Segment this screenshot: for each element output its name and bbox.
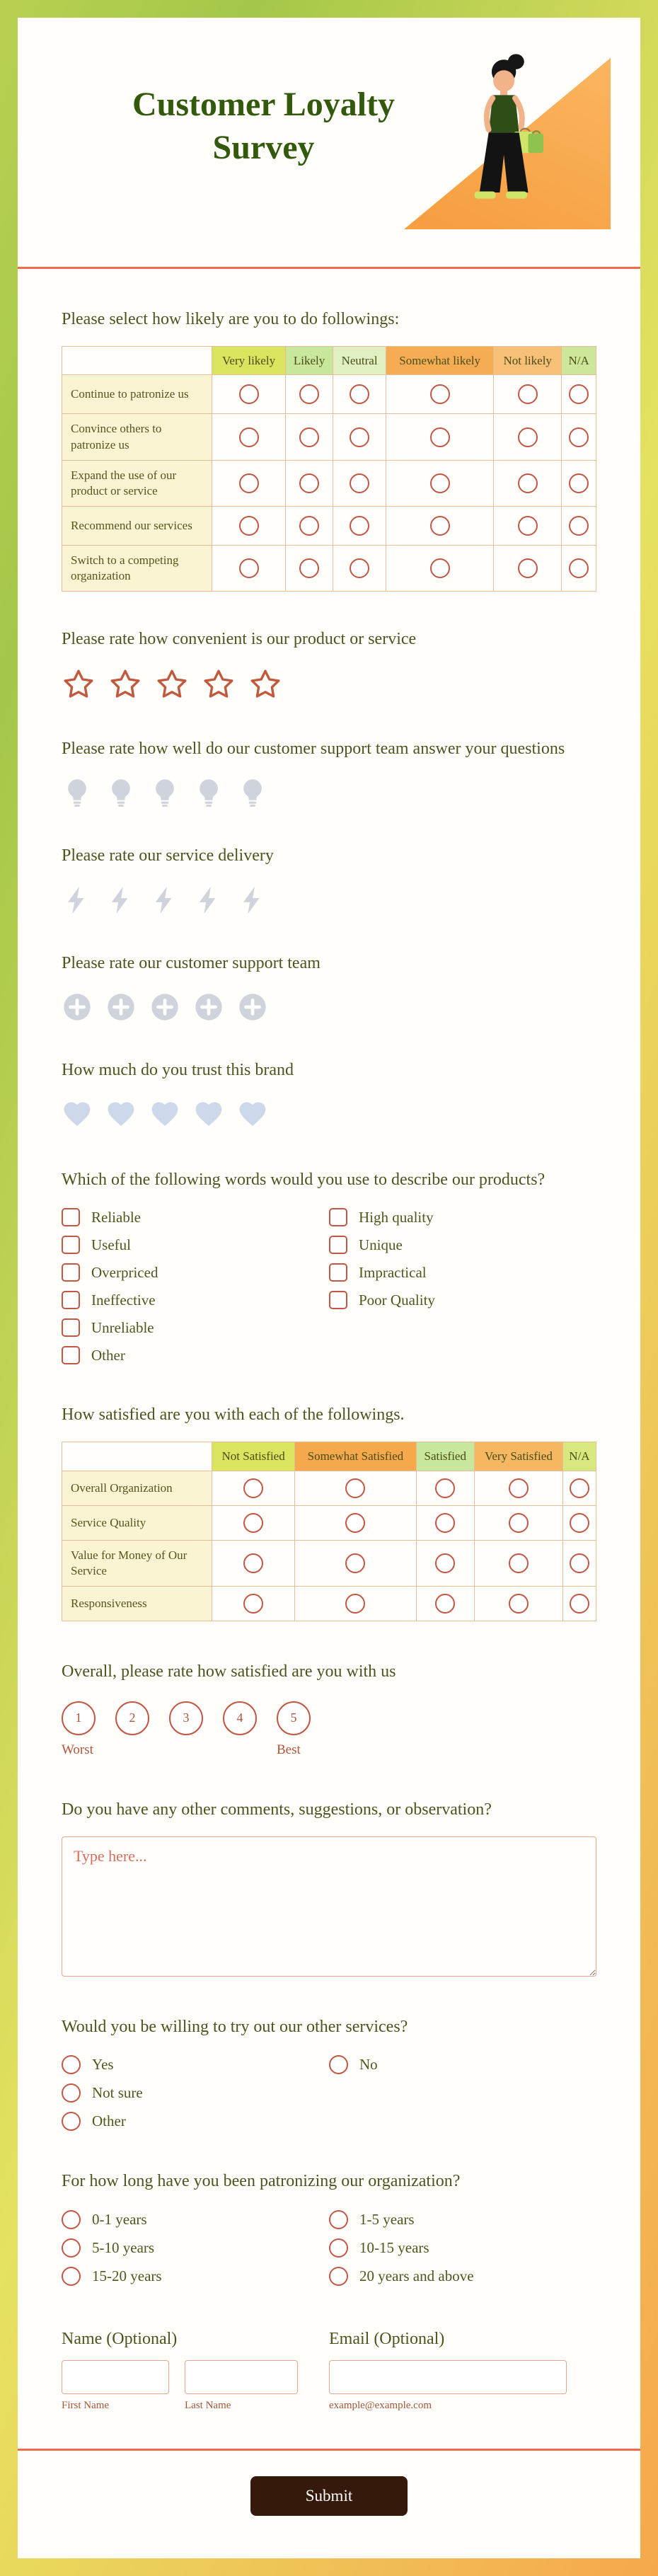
survey-card (18, 18, 640, 2558)
heart-icon[interactable] (237, 1098, 268, 1129)
radio[interactable] (62, 2083, 81, 2103)
lightbulb-icon[interactable] (237, 777, 268, 808)
radio[interactable] (350, 516, 369, 536)
question-text: For how long have you been patronizing our organization? (62, 2172, 461, 2191)
radio[interactable] (569, 516, 589, 536)
radio[interactable] (435, 1513, 455, 1533)
plus-rating (62, 991, 596, 1023)
contact-section (62, 2330, 596, 2412)
checkbox-option[interactable] (329, 1291, 596, 1309)
checkbox[interactable] (62, 1236, 80, 1254)
matrix-column-header: Satisfied (416, 1442, 474, 1471)
plus-circle-icon[interactable] (105, 991, 137, 1023)
radio[interactable] (345, 1553, 365, 1573)
option-label: Unique (359, 1236, 403, 1253)
option-label: 5-10 years (92, 2238, 155, 2256)
radio[interactable] (518, 384, 538, 404)
question-text: Do you have any other comments, suggestions, or observation? (62, 1800, 492, 1819)
checkbox-option[interactable] (62, 1291, 329, 1309)
radio[interactable] (430, 473, 450, 493)
option-label: Not sure (92, 2084, 143, 2102)
first-name-input[interactable] (62, 2360, 169, 2394)
radio-option[interactable] (329, 2210, 596, 2229)
scale-max-label: Best (277, 1742, 301, 1757)
radio-column-left (62, 2210, 329, 2286)
radio[interactable] (329, 2210, 348, 2229)
matrix-row (62, 460, 596, 506)
radio[interactable] (299, 384, 319, 404)
radio[interactable] (239, 473, 259, 493)
question-rating-brand-trust (62, 1059, 596, 1129)
lightning-icon[interactable] (105, 885, 137, 916)
scale-option[interactable]: 2 (115, 1701, 149, 1735)
option-label: Ineffective (91, 1291, 156, 1309)
scale-labels (62, 1742, 596, 1759)
option-label: Yes (92, 2056, 114, 2074)
matrix-column-header: Not likely (494, 347, 562, 375)
question-text: How much do you trust this brand (62, 1060, 294, 1079)
checkbox-option[interactable] (329, 1208, 596, 1226)
radio-option[interactable] (62, 2267, 329, 2286)
option-label: 1-5 years (359, 2210, 415, 2228)
radio[interactable] (62, 2238, 81, 2258)
lightbulb-icon[interactable] (62, 777, 93, 808)
radio[interactable] (509, 1513, 529, 1533)
checkbox-option[interactable] (329, 1263, 596, 1282)
radio[interactable] (430, 427, 450, 447)
matrix-row-label: Overall Organization (62, 1471, 212, 1505)
scale-option[interactable]: 3 (169, 1701, 203, 1735)
scale-option[interactable]: 5 (277, 1701, 311, 1735)
heart-rating (62, 1098, 596, 1129)
star-icon[interactable] (62, 667, 96, 701)
question-text: Please rate how convenient is our product or service (62, 630, 417, 648)
option-label: Overpriced (91, 1263, 158, 1281)
question-describe-products (62, 1169, 596, 1364)
matrix-column-header: Very likely (212, 347, 286, 375)
lightbulb-icon[interactable] (149, 777, 180, 808)
checkbox-option[interactable] (62, 1318, 329, 1337)
lightning-icon[interactable] (62, 885, 93, 916)
submit-section (18, 2451, 640, 2516)
question-rating-service-delivery (62, 845, 596, 915)
radio[interactable] (62, 2210, 81, 2229)
scale-option[interactable]: 1 (62, 1701, 96, 1735)
checkbox[interactable] (329, 1208, 347, 1226)
radio[interactable] (62, 2055, 81, 2074)
form-title: Customer Loyalty Survey (132, 86, 396, 167)
radio[interactable] (430, 384, 450, 404)
radio[interactable] (329, 2238, 348, 2258)
checkbox[interactable] (329, 1263, 347, 1282)
checkbox[interactable] (62, 1291, 80, 1309)
last-name-input[interactable] (185, 2360, 298, 2394)
matrix-row-label: Expand the use of our product or service (62, 460, 212, 506)
radio[interactable] (345, 1513, 365, 1533)
matrix-row-label: Switch to a competing organization (62, 545, 212, 591)
radio[interactable] (569, 558, 589, 578)
question-satisfaction-matrix (62, 1404, 596, 1621)
radio[interactable] (509, 1478, 529, 1498)
radio[interactable] (239, 427, 259, 447)
shopper-woman-illustration (445, 52, 567, 225)
radio-option[interactable] (62, 2210, 329, 2229)
question-text: Please rate our service delivery (62, 846, 274, 866)
checkbox-option[interactable] (62, 1263, 329, 1282)
lightning-rating (62, 885, 596, 916)
radio[interactable] (329, 2055, 348, 2074)
star-icon[interactable] (155, 667, 189, 701)
option-label: High quality (359, 1208, 434, 1226)
matrix-row-label: Service Quality (62, 1505, 212, 1540)
checkbox-option[interactable] (62, 1236, 329, 1254)
radio-column-left (62, 2055, 329, 2131)
scale-rating (62, 1701, 596, 1735)
matrix-row-label: Convince others to patronize us (62, 414, 212, 460)
matrix-corner-cell (62, 1442, 212, 1471)
question-overall-satisfaction (62, 1661, 596, 1759)
last-name-sublabel: Last Name (185, 2399, 231, 2411)
radio-option[interactable] (62, 2238, 329, 2258)
radio-option[interactable] (329, 2238, 596, 2258)
radio[interactable] (299, 473, 319, 493)
matrix-column-header: Somewhat likely (386, 347, 494, 375)
radio[interactable] (243, 1478, 263, 1498)
question-rating-support-answers (62, 738, 596, 808)
matrix-column-header: Neutral (333, 347, 386, 375)
form-header (18, 18, 640, 267)
checkbox-column-left (62, 1208, 329, 1364)
comments-textarea[interactable] (62, 1836, 596, 1977)
radio-option[interactable] (329, 2267, 596, 2286)
checkbox-group (62, 1208, 596, 1364)
matrix-row-label: Responsiveness (62, 1586, 212, 1621)
heart-icon[interactable] (193, 1098, 224, 1129)
radio[interactable] (430, 516, 450, 536)
radio[interactable] (569, 384, 589, 404)
radio[interactable] (299, 516, 319, 536)
matrix-row-label: Recommend our services (62, 506, 212, 545)
radio[interactable] (350, 558, 369, 578)
star-icon[interactable] (108, 667, 142, 701)
lightbulb-rating (62, 777, 596, 808)
radio[interactable] (569, 427, 589, 447)
checkbox-option[interactable] (329, 1236, 596, 1254)
question-rating-convenience (62, 628, 596, 701)
name-field-group (62, 2330, 329, 2412)
matrix-row-label: Continue to patronize us (62, 375, 212, 414)
matrix-row (62, 1540, 596, 1586)
radio[interactable] (299, 427, 319, 447)
lightning-icon[interactable] (237, 885, 268, 916)
option-label: Useful (91, 1236, 131, 1253)
matrix-column-header: N/A (562, 1442, 596, 1471)
checkbox[interactable] (62, 1263, 80, 1282)
radio-column-right (329, 2055, 596, 2131)
option-label: 20 years and above (359, 2267, 474, 2284)
matrix-column-header: Not Satisfied (212, 1442, 295, 1471)
matrix-column-header: Very Satisfied (474, 1442, 562, 1471)
radio[interactable] (509, 1553, 529, 1573)
question-other-services (62, 2016, 596, 2131)
radio[interactable] (239, 558, 259, 578)
radio[interactable] (299, 558, 319, 578)
form-content (18, 309, 640, 2412)
checkbox[interactable] (329, 1291, 347, 1309)
question-text: Which of the following words would you use to describe our products? (62, 1170, 546, 1189)
checkbox-column-right (329, 1208, 596, 1364)
scale-min-label: Worst (62, 1742, 93, 1757)
radio[interactable] (243, 1594, 263, 1614)
checkbox[interactable] (62, 1346, 80, 1364)
submit-button[interactable]: Submit (250, 2476, 408, 2516)
matrix-column-header: Somewhat Satisfied (295, 1442, 416, 1471)
email-label: Email (Optional) (329, 2329, 445, 2348)
radio[interactable] (329, 2267, 348, 2286)
radio-option[interactable] (62, 2083, 329, 2103)
question-text: Would you be willing to try out our other services? (62, 2018, 408, 2037)
matrix-row (62, 1505, 596, 1540)
matrix-row (62, 1471, 596, 1505)
email-field-group (329, 2330, 596, 2412)
lightning-icon[interactable] (193, 885, 224, 916)
radio[interactable] (570, 1594, 589, 1614)
radio[interactable] (239, 516, 259, 536)
question-likely-matrix (62, 309, 596, 592)
radio[interactable] (518, 516, 538, 536)
heart-icon[interactable] (105, 1098, 137, 1129)
matrix-row (62, 1586, 596, 1621)
matrix-row-label: Value for Money of Our Service (62, 1540, 212, 1586)
radio[interactable] (518, 558, 538, 578)
radio[interactable] (435, 1478, 455, 1498)
radio-group (62, 2210, 596, 2286)
lightbulb-icon[interactable] (193, 777, 224, 808)
plus-circle-icon[interactable] (237, 991, 268, 1023)
radio[interactable] (350, 473, 369, 493)
radio[interactable] (350, 384, 369, 404)
radio[interactable] (239, 384, 259, 404)
option-label: Poor Quality (359, 1291, 435, 1309)
lightbulb-icon[interactable] (105, 777, 137, 808)
checkbox[interactable] (329, 1236, 347, 1254)
likely-matrix-table (62, 346, 596, 592)
radio-column-right (329, 2210, 596, 2286)
matrix-column-header: N/A (562, 347, 596, 375)
radio[interactable] (62, 2112, 81, 2131)
radio[interactable] (350, 427, 369, 447)
radio[interactable] (62, 2267, 81, 2286)
radio[interactable] (435, 1594, 455, 1614)
heart-icon[interactable] (62, 1098, 93, 1129)
checkbox-option[interactable] (62, 1208, 329, 1226)
header-illustration (404, 49, 611, 229)
radio[interactable] (430, 558, 450, 578)
radio[interactable] (243, 1513, 263, 1533)
radio-option[interactable] (329, 2055, 596, 2074)
option-label: 15-20 years (92, 2267, 162, 2284)
radio[interactable] (518, 473, 538, 493)
question-text: How satisfied are you with each of the followings. (62, 1405, 405, 1425)
radio-option[interactable] (62, 2055, 329, 2074)
first-name-sublabel: First Name (62, 2399, 110, 2411)
radio[interactable] (570, 1478, 589, 1498)
checkbox[interactable] (62, 1318, 80, 1337)
email-input[interactable] (329, 2360, 567, 2394)
radio[interactable] (243, 1553, 263, 1573)
matrix-row (62, 545, 596, 591)
radio[interactable] (570, 1553, 589, 1573)
heart-icon[interactable] (149, 1098, 180, 1129)
matrix-row (62, 506, 596, 545)
question-text: Please rate our customer support team (62, 953, 321, 972)
radio[interactable] (345, 1594, 365, 1614)
radio[interactable] (570, 1513, 589, 1533)
scale-option[interactable]: 4 (223, 1701, 257, 1735)
plus-circle-icon[interactable] (149, 991, 180, 1023)
question-text: Please select how likely are you to do followings: (62, 310, 400, 328)
option-label: Other (92, 2112, 126, 2130)
radio-option[interactable] (62, 2112, 329, 2131)
question-comments (62, 1799, 596, 1977)
matrix-column-header: Likely (286, 347, 333, 375)
radio[interactable] (518, 427, 538, 447)
radio[interactable] (569, 473, 589, 493)
radio-group (62, 2055, 596, 2131)
option-label: No (359, 2056, 378, 2074)
lightning-icon[interactable] (149, 885, 180, 916)
email-sublabel: example@example.com (329, 2399, 432, 2411)
star-icon[interactable] (248, 667, 282, 701)
matrix-corner-cell (62, 347, 212, 375)
question-patronage-length (62, 2170, 596, 2285)
question-text: Overall, please rate how satisfied are you with us (62, 1662, 396, 1681)
radio[interactable] (509, 1594, 529, 1614)
matrix-row (62, 375, 596, 414)
plus-circle-icon[interactable] (193, 991, 224, 1023)
option-label: Reliable (91, 1208, 141, 1226)
header-divider (18, 267, 640, 269)
option-label: 0-1 years (92, 2210, 147, 2228)
plus-circle-icon[interactable] (62, 991, 93, 1023)
question-text: Please rate how well do our customer support team answer your questions (62, 740, 565, 759)
checkbox-option[interactable] (62, 1346, 329, 1364)
option-label: Other (91, 1346, 125, 1364)
name-label: Name (Optional) (62, 2329, 178, 2348)
satisfaction-matrix-table (62, 1442, 596, 1621)
radio[interactable] (345, 1478, 365, 1498)
option-label: Impractical (359, 1263, 427, 1281)
option-label: 10-15 years (359, 2238, 429, 2256)
matrix-row (62, 414, 596, 460)
checkbox[interactable] (62, 1208, 80, 1226)
option-label: Unreliable (91, 1318, 154, 1336)
question-rating-support-team (62, 953, 596, 1023)
radio[interactable] (435, 1553, 455, 1573)
star-icon[interactable] (202, 667, 236, 701)
star-rating (62, 667, 596, 701)
